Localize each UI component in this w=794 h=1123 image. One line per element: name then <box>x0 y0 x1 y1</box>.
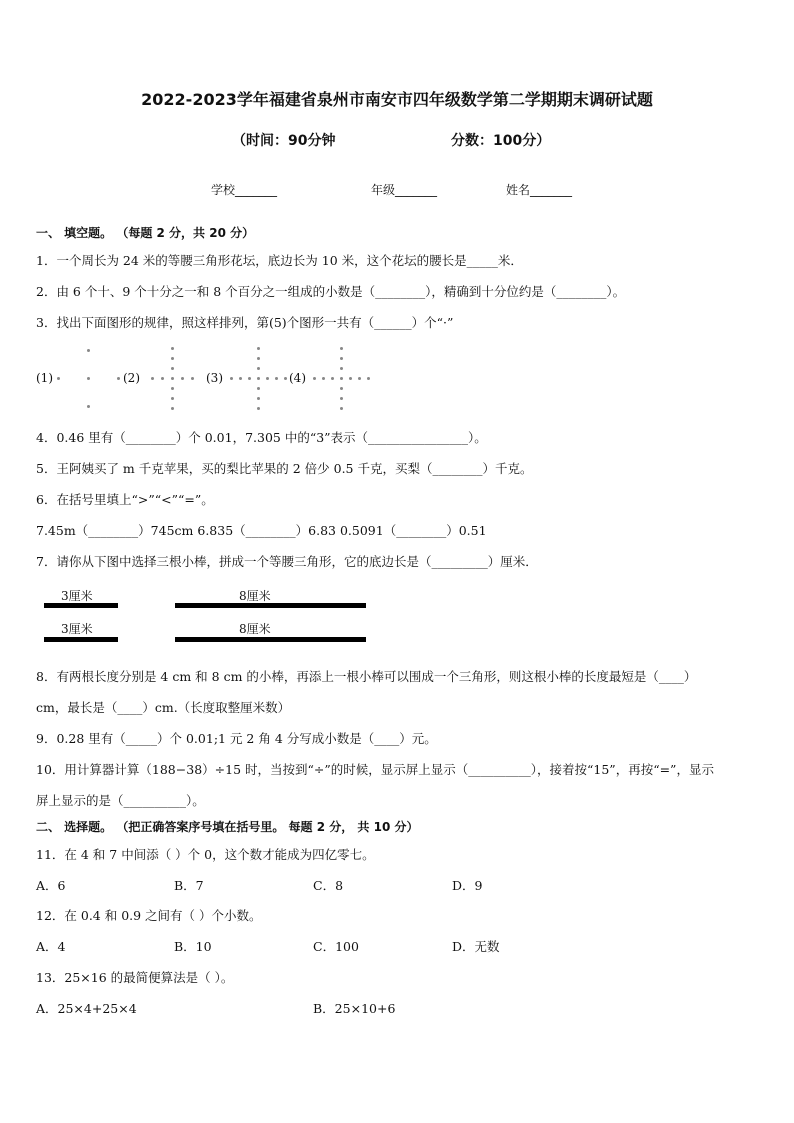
pattern-dot <box>340 397 343 400</box>
pattern-dot <box>171 347 174 350</box>
pattern-dot <box>322 377 325 380</box>
pattern-dot <box>171 357 174 360</box>
q12-option-b[interactable]: B．10 <box>174 939 212 954</box>
pattern-dot <box>171 397 174 400</box>
name-field[interactable]: 姓名_______ <box>506 183 573 197</box>
question-2: 2．由 6 个十、9 个十分之一和 8 个百分之一组成的小数是（________），精确到十分位约是（________）。 <box>36 284 626 299</box>
pattern-dot <box>257 357 260 360</box>
question-8: 8．有两根长度分别是 4 cm 和 8 cm 的小棒，再添上一根小棒可以围成一个三角形，则这根小棒的长度最短是（____） <box>36 669 697 684</box>
q13-option-a[interactable]: A．25×4+25×4 <box>36 1001 137 1016</box>
pattern-dot <box>257 387 260 390</box>
q12-option-d[interactable]: D．无数 <box>452 939 500 954</box>
stick-short-2 <box>44 637 118 642</box>
pattern-dot <box>275 377 278 380</box>
q12-option-a[interactable]: A．4 <box>36 939 66 954</box>
stick-short-1 <box>44 603 118 608</box>
pattern-dot <box>358 377 361 380</box>
question-7: 7．请你从下图中选择三根小棒，拼成一个等腰三角形，它的底边长是（_________）厘米． <box>36 554 538 569</box>
pattern-dot <box>171 387 174 390</box>
question-11: 11．在 4 和 7 中间添（ ）个 0，这个数才能成为四亿零七。 <box>36 847 375 862</box>
stick-label-long-1: 8厘米 <box>239 589 271 603</box>
question-6-comparisons: 7.45m（________）745cm 6.835（________）6.83 0.5091（________）0.51 <box>36 523 487 538</box>
score-label: 分数：100分） <box>451 133 551 149</box>
question-10: 10．用计算器计算（188−38）÷15 时，当按到“÷”的时候，显示屏上显示（__________），接着按“15”，再按“=”，显示 <box>36 762 714 777</box>
section-2-heading: 二、 选择题。 （把正确答案序号填在括号里。 每题 2 分， 共 10 分） <box>36 820 419 834</box>
pattern-label-4: (4) <box>289 371 306 385</box>
pattern-dot <box>171 377 174 380</box>
pattern-dot <box>340 357 343 360</box>
pattern-dot <box>340 407 343 410</box>
question-8-cont: cm，最长是（____）cm.（长度取整厘米数） <box>36 700 291 715</box>
pattern-dot <box>230 377 233 380</box>
question-12: 12．在 0.4 和 0.9 之间有（ ）个小数。 <box>36 908 262 923</box>
stick-long-2 <box>175 637 366 642</box>
pattern-dot <box>87 377 90 380</box>
pattern-label-2: (2) <box>123 371 140 385</box>
pattern-dot <box>191 377 194 380</box>
question-6: 6．在括号里填上“>”“<”“=”。 <box>36 492 214 507</box>
pattern-dot <box>239 377 242 380</box>
pattern-dot <box>87 405 90 408</box>
pattern-label-1: (1) <box>36 371 53 385</box>
pattern-dot <box>87 349 90 352</box>
pattern-dot <box>313 377 316 380</box>
pattern-dot <box>248 377 251 380</box>
exam-title: 2022-2023学年福建省泉州市南安市四年级数学第二学期期末调研试题 <box>141 90 653 109</box>
pattern-dot <box>340 347 343 350</box>
question-9: 9．0.28 里有（_____）个 0.01;1 元 2 角 4 分写成小数是（____）元。 <box>36 731 437 746</box>
pattern-dot <box>171 367 174 370</box>
section-1-heading: 一、 填空题。 （每题 2 分，共 20 分） <box>36 226 255 240</box>
pattern-dot <box>257 347 260 350</box>
pattern-dot <box>349 377 352 380</box>
q11-option-c[interactable]: C．8 <box>313 878 344 893</box>
q11-option-a[interactable]: A．6 <box>36 878 66 893</box>
stick-label-long-2: 8厘米 <box>239 622 271 636</box>
pattern-dot <box>257 397 260 400</box>
pattern-dot <box>171 407 174 410</box>
question-1: 1．一个周长为 24 米的等腰三角形花坛，底边长为 10 米，这个花坛的腰长是_____米． <box>36 253 523 268</box>
pattern-dot <box>181 377 184 380</box>
pattern-dot <box>151 377 154 380</box>
question-3: 3．找出下面图形的规律，照这样排列，第(5)个图形一共有（______）个“·” <box>36 315 454 330</box>
stick-label-short-1: 3厘米 <box>61 589 93 603</box>
pattern-dot <box>331 377 334 380</box>
pattern-dot <box>367 377 370 380</box>
q12-option-c[interactable]: C．100 <box>313 939 359 954</box>
pattern-dot <box>266 377 269 380</box>
question-13: 13．25×16 的最简便算法是（ ）。 <box>36 970 234 985</box>
pattern-dot <box>257 367 260 370</box>
time-label: （时间：90分钟 <box>232 133 336 149</box>
pattern-dot <box>257 407 260 410</box>
q11-option-b[interactable]: B．7 <box>174 878 204 893</box>
pattern-dot <box>57 377 60 380</box>
grade-field[interactable]: 年级_______ <box>371 183 438 197</box>
pattern-dot <box>117 377 120 380</box>
question-4: 4．0.46 里有（________）个 0.01，7.305 中的“3”表示（________________）。 <box>36 430 487 445</box>
school-field[interactable]: 学校_______ <box>211 183 278 197</box>
pattern-dot <box>340 367 343 370</box>
pattern-dot <box>161 377 164 380</box>
pattern-dot <box>340 387 343 390</box>
question-10-cont: 屏上显示的是（__________）。 <box>36 793 205 808</box>
pattern-dot <box>284 377 287 380</box>
stick-label-short-2: 3厘米 <box>61 622 93 636</box>
pattern-dot <box>340 377 343 380</box>
question-5: 5．王阿姨买了 m 千克苹果，买的梨比苹果的 2 倍少 0.5 千克，买梨（________）千克。 <box>36 461 533 476</box>
stick-long-1 <box>175 603 366 608</box>
pattern-label-3: (3) <box>206 371 223 385</box>
pattern-dot <box>257 377 260 380</box>
q11-option-d[interactable]: D．9 <box>452 878 483 893</box>
q13-option-b[interactable]: B．25×10+6 <box>313 1001 396 1016</box>
